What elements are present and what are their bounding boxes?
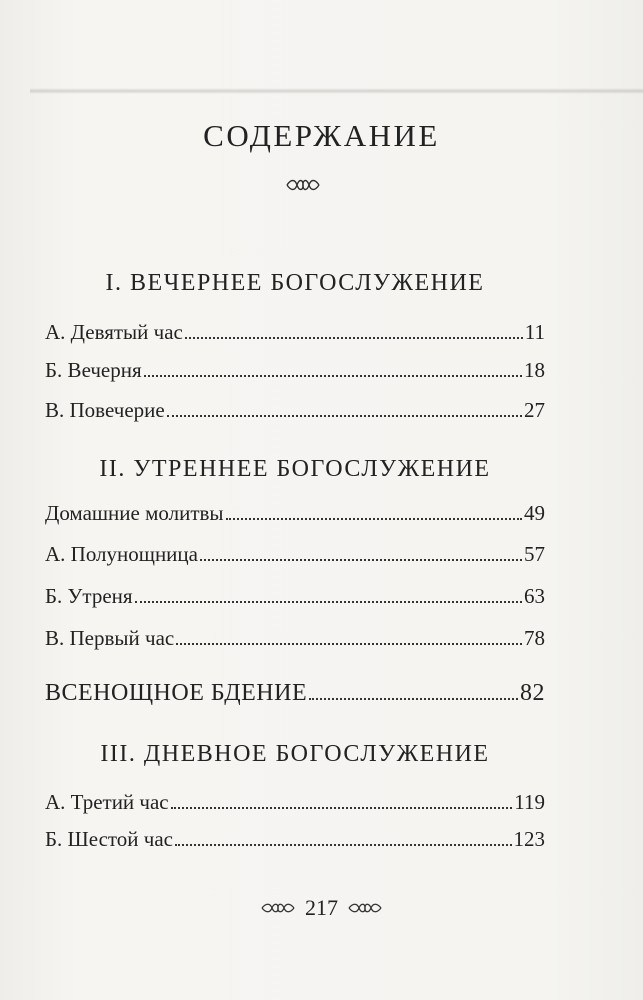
toc-entry-page: 119 <box>514 790 545 814</box>
dot-leader <box>226 518 522 520</box>
page-footer <box>0 893 643 923</box>
page-title: СОДЕРЖАНИЕ <box>203 118 440 153</box>
knot-ornament-icon <box>285 178 321 192</box>
knot-ornament-icon <box>348 902 382 914</box>
toc-entry-page: 123 <box>513 827 545 851</box>
toc-entry-label: Б. Шестой час <box>45 827 173 851</box>
section-heading-morning: II. УТРЕННЕЕ БОГОСЛУЖЕНИЕ <box>99 456 491 482</box>
toc-entry-page: 27 <box>524 398 545 422</box>
toc-entry-label: В. Первый час <box>45 626 175 650</box>
knot-ornament-icon <box>261 902 295 914</box>
dot-leader <box>175 844 512 846</box>
toc-entry-label: Б. Вечерня <box>45 358 142 382</box>
toc-entry-label: А. Девятый час <box>45 320 183 344</box>
toc-entry-page: 57 <box>524 542 545 566</box>
section-heading-evening: I. ВЕЧЕРНЕЕ БОГОСЛУЖЕНИЕ <box>105 270 485 296</box>
section-heading-daytime: III. ДНЕВНОЕ БОГОСЛУЖЕНИЕ <box>100 741 490 767</box>
dot-leader <box>167 415 522 417</box>
toc-entry[interactable] <box>45 496 545 526</box>
toc-entry-label: Домашние молитвы <box>45 501 224 525</box>
dot-leader <box>185 337 523 339</box>
toc-entry-label: Б. Утреня <box>45 584 133 608</box>
toc-entry[interactable] <box>45 393 545 423</box>
bleed-through-band <box>30 88 643 94</box>
toc-entry[interactable] <box>45 621 545 651</box>
dot-leader <box>176 643 522 645</box>
toc-entry[interactable] <box>45 579 545 609</box>
toc-entry-label: В. Повечерие <box>45 398 165 422</box>
dot-leader <box>200 559 522 561</box>
toc-entry[interactable] <box>45 315 545 345</box>
toc-entry-page: 63 <box>524 584 545 608</box>
dot-leader <box>309 698 518 700</box>
toc-entry[interactable] <box>45 537 545 567</box>
toc-entry-label: А. Полунощница <box>45 542 198 566</box>
dot-leader <box>144 375 522 377</box>
toc-entry-page: 11 <box>524 320 545 344</box>
toc-entry-page: 82 <box>520 680 545 706</box>
toc-entry-page: 18 <box>524 358 545 382</box>
dot-leader <box>135 601 522 603</box>
page-number: 217 <box>305 895 338 920</box>
dot-leader <box>171 807 513 809</box>
toc-entry[interactable] <box>45 785 545 815</box>
toc-entry-label: А. Третий час <box>45 790 169 814</box>
toc-entry-page: 78 <box>524 626 545 650</box>
toc-entry-label: ВСЕНОЩНОЕ БДЕНИЕ <box>45 680 308 706</box>
toc-entry-page: 49 <box>524 501 545 525</box>
toc-entry[interactable] <box>45 353 545 383</box>
toc-entry[interactable] <box>45 822 545 852</box>
toc-entry-vigil[interactable] <box>45 677 545 707</box>
